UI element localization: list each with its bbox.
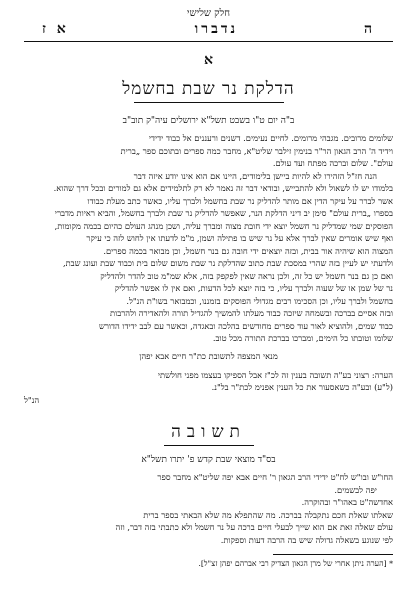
letter-line: שלומו וטובתו כל הימים, ומברכו בברכת התורה מכל טוב. <box>212 333 393 343</box>
title-underline <box>134 102 284 103</box>
reply-dateline: בס"ד מוצאי שבת קדש פ' יתרו תשל"א <box>141 455 276 465</box>
letter-line: המצוה הוא שיהיה אור בבית, ובזה יוצאים ידי חובה גם בנר חשמל, וכן מבואר בכמה ספרים. <box>103 245 393 256</box>
letter-line: נר של שמן או של שעוה ולברך עליו, כי בזה יוצא לכל הדעות, ואם אין לו אפשר להדליק <box>114 283 393 293</box>
letter-line: ובזה אסיים בברכה ובשמחה שיזכה כבוד מעלתו להמשיך להגדיל תורה ולהאדירה ולהרבות <box>110 308 393 318</box>
letter-signature: מנאי המצפה לתשובת כת"ר חיים אבא יפהן <box>139 350 278 361</box>
note-line: (ל"ע) ובע"ה כשאסעור את כל הענין אפנימ לכת"ר בל"נ. <box>211 382 393 392</box>
letter-body <box>24 132 393 345</box>
running-head <box>24 21 393 38</box>
footnote-rule <box>273 554 393 555</box>
letter-line: כבוד שמים, ולהוציא לאור עוד ספרים מחודשים בהלכה ובאגדה, וכאשר עם לבב ידידו הדורש <box>98 320 393 331</box>
letter-line: וידיד ה' הרב הגאון הר"ר בנימין זילבר שליט"א, מחבר כמה ספרים ובתוכם ספר „ברית <box>120 145 393 156</box>
running-head-left: א ז <box>42 21 69 37</box>
reply-body <box>24 471 393 546</box>
reply-title-underline <box>164 445 254 446</box>
reply-line: עולם שאלה זאת אם הוא שייך לבעלי חיים ברכה על נר חשמל ולא כתבתי בזה דבר, וזה <box>115 522 393 532</box>
letter-line: ואם כן גם בנר חשמל יש כל זה, ולכן נראה שאין לפקפק בזה, אלא שמ"מ טוב להדר ולהדליק <box>100 270 393 281</box>
running-head-right: ה <box>363 21 375 37</box>
reply-line: החו"ש ובו"ש לח"ט ידידי הרב הגאון ר' חיים אבא יפה שליט"א מחבר ספר <box>157 472 393 482</box>
reply-title: תשובה <box>171 422 246 442</box>
footnote: * [הערה ניתן אחרי של מרן הגאון הצדיק רבי אברהם יפהן זצ"ל]. <box>198 559 393 568</box>
letter-line: אשר לברר על עיקר הדין אם מותר להדליק נר שבת בחשמל ולברך עליו, כאשר כתב מעלת כבודו <box>87 195 393 206</box>
reply-line: לפי שנוגע בשאלה גדולה שיש בה הרבה דעות וספקות. <box>220 534 393 545</box>
letter-line: הנה חז"ל הזהירו לא להיות ביישן בלימודים, היינו אם הוא אינו יודע איזה דבר <box>133 170 377 181</box>
letter-line: הפוסקים שמי שמדליק נר חשמל יוצא ידי חובת מצוה ומברך עליה, ושכן מנהג העולם כהיום בכמה מקומות, <box>54 220 393 231</box>
chapter-title: הדלקת נר שבת בחשמל <box>122 79 295 99</box>
note-signoff: הנ"ל <box>24 394 40 405</box>
running-head-center: נדברו <box>194 21 239 37</box>
note-line: הערה: רצוני בע"ה תשובה בענין זה לכ"ז אבל הספיקו בעצמו מפני חולשתי <box>157 369 393 380</box>
letter-line: שלומים מרובים. מגבהי מרומים. לחיים נעימים. דשנים ורעננים אל כבוד ידידי <box>148 133 393 143</box>
letter-dateline: ב"ה יום ט"ו בשבט תשל"א ירושלים עיה"ק תוב"ב <box>122 116 295 126</box>
letter-line: בספרו „ברית עולם" סימן יב דיני הדלקת הנר, שאפשר להדליק נר שבת ולברך בחשמל, והביא ראיות מדברי <box>54 208 393 218</box>
letter-line: עולם". שלום וברכה מפתח ועד עולם. <box>272 158 393 168</box>
reply-line: שאלתו שאלת חכם נתקבלה בברכה. מה שהתפלא מה שלא הבאתי בספר ברית <box>143 509 393 520</box>
editor-note <box>24 369 393 407</box>
letter-line: בלמודו יש לו לשאול ולא להתבייש, ובודאי דבר זה נאמר לא רק לתלמידים אלא גם למורים ובכל דרך שהוא. <box>53 183 393 193</box>
header-rule <box>24 41 393 42</box>
letter-line: ולדעתי יש לעיין בזה שהרי במסכת שבת כתוב שהדלקת נר שבת משום שלום בית וכבוד שבת ועונג שבת, <box>62 258 393 268</box>
section-label: חלק שלישי <box>186 8 231 19</box>
letter-line: בחשמל ולברך עליו, וכן הסכימו רבים מגדולי הפוסקים בזמננו, וכמבואר בשו"ת הנ"ל. <box>126 295 393 306</box>
chapter-letter: א <box>204 52 213 68</box>
reply-line: יפה לבשמים. <box>334 484 377 495</box>
reply-line: אחדשה"ט באהו"ר ובהוקרה. <box>301 497 393 507</box>
letter-line: ואף שיש אומרים שאין לברך אלא על נר שיש בו פתילה ושמן, מ"מ לדעתו אין לחוש לזה כי עיקר <box>86 233 393 243</box>
